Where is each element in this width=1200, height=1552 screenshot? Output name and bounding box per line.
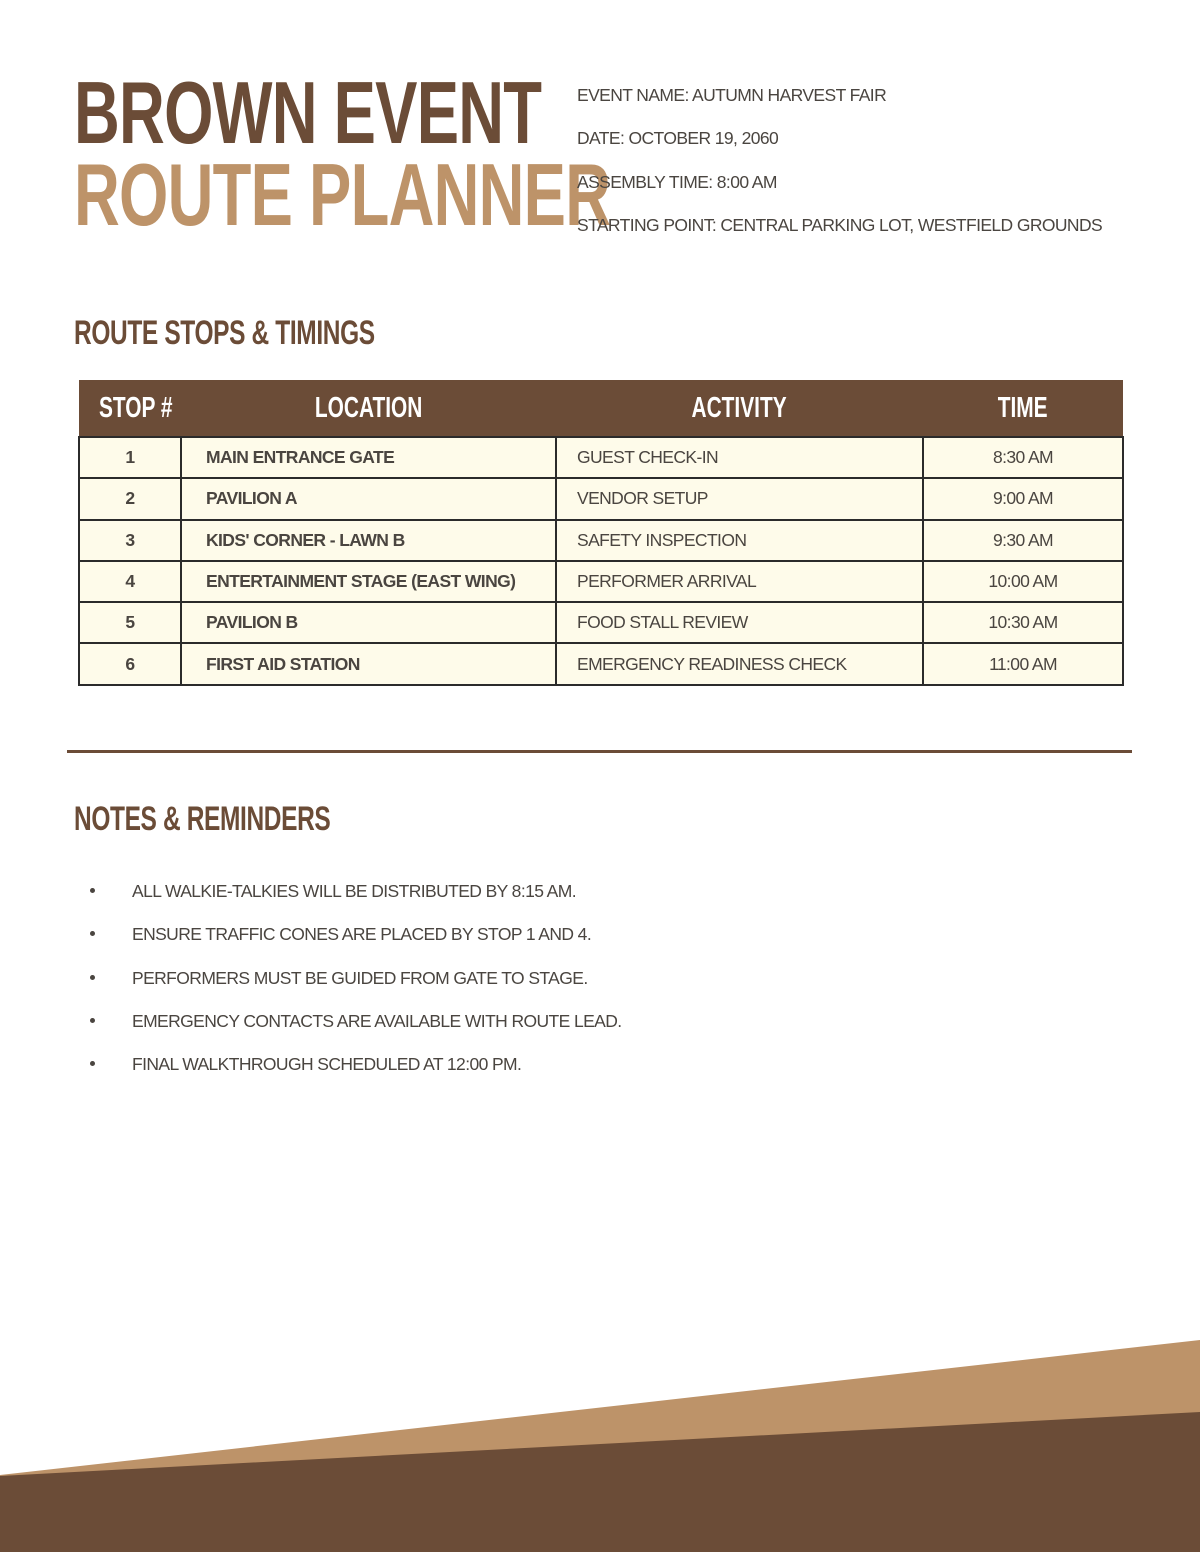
stop-location: PAVILION B: [181, 602, 556, 643]
stop-location: ENTERTAINMENT STAGE (EAST WING): [181, 561, 556, 602]
list-item: [90, 1006, 622, 1049]
stop-time: 8:30 AM: [923, 437, 1123, 478]
stop-number: 4: [79, 561, 181, 602]
title-line-1: BROWN EVENT: [74, 63, 542, 162]
stop-activity: GUEST CHECK-IN: [556, 437, 923, 478]
route-section-heading: ROUTE STOPS & TIMINGS: [74, 314, 375, 352]
section-divider: [67, 750, 1132, 753]
stop-time: 9:30 AM: [923, 520, 1123, 561]
table-row: [79, 520, 1123, 561]
column-header-activity: ACTIVITY: [556, 380, 923, 437]
note-text: FINAL WALKTHROUGH SCHEDULED AT 12:00 PM.: [132, 1054, 522, 1075]
bullet-icon: [90, 931, 95, 936]
stop-activity: PERFORMER ARRIVAL: [556, 561, 923, 602]
footer-decoration: [0, 1330, 1200, 1552]
table-row: [79, 643, 1123, 684]
stop-number: 2: [79, 478, 181, 519]
table-header-row: [79, 380, 1123, 437]
stop-time: 11:00 AM: [923, 643, 1123, 684]
event-name: EVENT NAME: AUTUMN HARVEST FAIR: [577, 85, 887, 105]
stop-time: 10:30 AM: [923, 602, 1123, 643]
stop-activity: EMERGENCY READINESS CHECK: [556, 643, 923, 684]
notes-section-heading: NOTES & REMINDERS: [74, 800, 331, 838]
stop-time: 9:00 AM: [923, 478, 1123, 519]
list-item: [90, 963, 622, 1006]
stop-location: FIRST AID STATION: [181, 643, 556, 684]
note-text: ENSURE TRAFFIC CONES ARE PLACED BY STOP 1 AND 4.: [132, 924, 592, 945]
stop-activity: SAFETY INSPECTION: [556, 520, 923, 561]
list-item: [90, 919, 622, 962]
bullet-icon: [90, 1018, 95, 1023]
stop-location: PAVILION A: [181, 478, 556, 519]
starting-point: STARTING POINT: CENTRAL PARKING LOT, WESTFIELD GROUNDS: [577, 214, 1103, 235]
list-item: [90, 876, 622, 919]
stop-activity: VENDOR SETUP: [556, 478, 923, 519]
table-row: [79, 602, 1123, 643]
column-header-time: TIME: [923, 380, 1123, 437]
list-item: [90, 1049, 622, 1092]
title-line-2: ROUTE PLANNER: [74, 145, 611, 244]
column-header-location: LOCATION: [181, 380, 556, 437]
assembly-time: ASSEMBLY TIME: 8:00 AM: [577, 171, 777, 192]
table-row: [79, 478, 1123, 519]
note-text: PERFORMERS MUST BE GUIDED FROM GATE TO STAGE.: [132, 967, 588, 988]
note-text: EMERGENCY CONTACTS ARE AVAILABLE WITH ROUTE LEAD.: [132, 1010, 622, 1031]
stop-number: 6: [79, 643, 181, 684]
bullet-icon: [90, 975, 95, 980]
stop-number: 3: [79, 520, 181, 561]
route-table: [78, 380, 1124, 686]
bullet-icon: [90, 1061, 95, 1066]
bullet-icon: [90, 888, 95, 893]
stop-time: 10:00 AM: [923, 561, 1123, 602]
table-row: [79, 437, 1123, 478]
table-row: [79, 561, 1123, 602]
stop-number: 1: [79, 437, 181, 478]
note-text: ALL WALKIE-TALKIES WILL BE DISTRIBUTED BY 8:15 AM.: [132, 881, 576, 901]
event-date: DATE: OCTOBER 19, 2060: [577, 128, 779, 149]
stop-number: 5: [79, 602, 181, 643]
stop-activity: FOOD STALL REVIEW: [556, 602, 923, 643]
stop-location: MAIN ENTRANCE GATE: [181, 437, 556, 478]
column-header-stop: STOP #: [79, 380, 181, 437]
notes-list: [90, 876, 622, 1092]
stop-location: KIDS' CORNER - LAWN B: [181, 520, 556, 561]
event-info: [577, 82, 1102, 255]
